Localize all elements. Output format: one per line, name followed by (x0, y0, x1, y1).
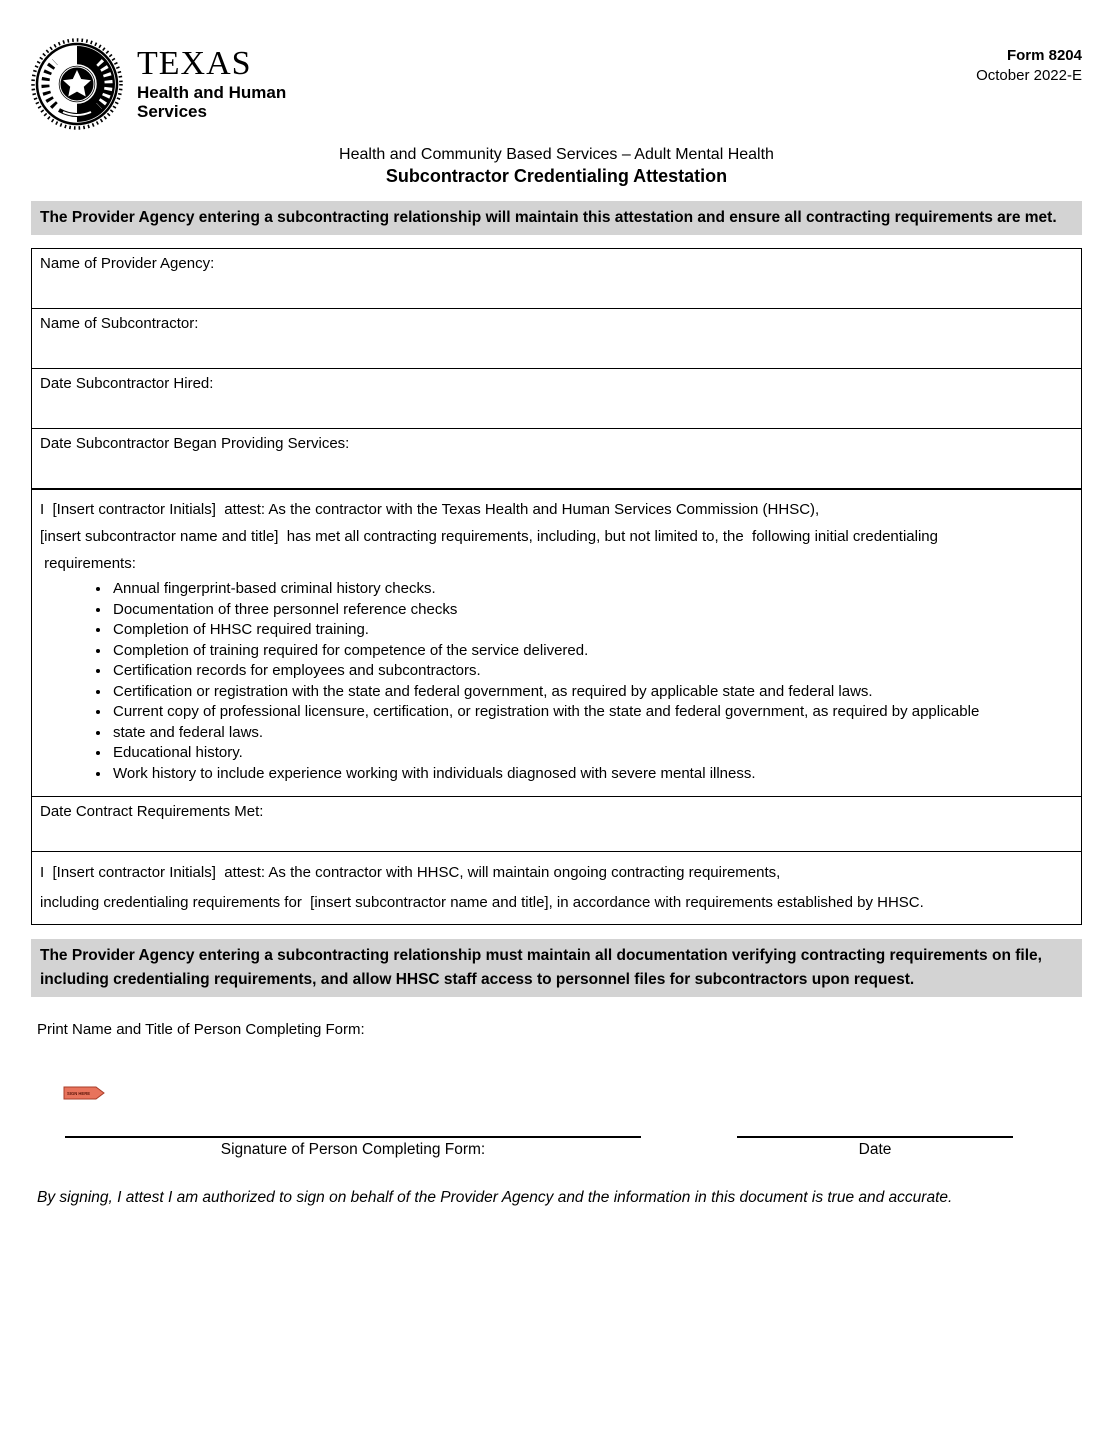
form-info (976, 38, 1082, 87)
form-title-line2: Subcontractor Credentialing Attestation (385, 166, 728, 186)
attestation-initial-cell (31, 489, 1082, 797)
attestation2-line1: I [Insert contractor Initials] attest: As the contractor with HHSC, will maintain ongoing contracting requirements, (40, 864, 781, 881)
form-number: Form 8204 (1006, 47, 1082, 64)
signature-block (65, 1124, 641, 1159)
requirement-item: • Completion of training required for competence of the service delivered. (111, 641, 1073, 662)
requirement-item: • Certification records for employees and subcontractors. (111, 661, 1073, 682)
field-label: Date Contract Requirements Met: (40, 803, 264, 820)
field-label: Date Subcontractor Began Providing Services: (40, 435, 350, 452)
sign-here-flag (63, 1086, 1082, 1100)
form-title (31, 146, 1082, 187)
field-rows (31, 248, 1082, 489)
sign-here-flag-icon (63, 1086, 105, 1100)
requirement-item: • Certification or registration with the state and federal government, as required by applicable state and federal laws. (111, 682, 1073, 703)
requirement-item: • Educational history. (111, 743, 1073, 764)
credentialing-requirements-list (40, 579, 1073, 784)
page-header (31, 38, 1082, 130)
agency-logo (31, 38, 286, 130)
form-table (31, 248, 1082, 925)
requirement-item: • Annual fingerprint-based criminal history checks. (111, 579, 1073, 600)
date-line[interactable] (737, 1124, 1013, 1138)
form-date: October 2022-E (976, 67, 1082, 85)
field-row[interactable] (31, 368, 1082, 429)
notice-bottom: The Provider Agency entering a subcontracting relationship must maintain all documentation verifying contracting requirements on file, including credentialing requirements, and allow HHSC staff access to personnel files for subcontractors upon request. (31, 939, 1082, 997)
print-name-label: Print Name and Title of Person Completing Form: (37, 1021, 365, 1038)
field-row[interactable] (31, 308, 1082, 369)
field-row[interactable] (31, 428, 1082, 489)
signature-section (65, 1124, 1080, 1159)
notice-top: The Provider Agency entering a subcontracting relationship will maintain this attestation and ensure all contracting requirements are met. (31, 201, 1082, 235)
date-label: Date (858, 1141, 892, 1158)
form-title-line1: Health and Community Based Services – Adult Mental Health (339, 146, 774, 163)
requirement-item: • state and federal laws. (111, 723, 1073, 744)
attestation-ongoing-cell (31, 851, 1082, 925)
agency-wordmark (137, 44, 287, 121)
agency-subtitle: Health and Human Services (137, 82, 287, 121)
requirement-item: • Completion of HHSC required training. (111, 620, 1073, 641)
requirement-item: • Current copy of professional licensure, certification, or registration with the state and federal government, as required by applicable (111, 702, 1073, 723)
requirement-item: • Work history to include experience working with individuals diagnosed with severe mental illness. (111, 764, 1073, 785)
field-label: Name of Subcontractor: (40, 315, 199, 332)
attestation1-line2: [insert subcontractor name and title] has met all contracting requirements, including, but not limited to, the following initial credentialing (40, 528, 938, 545)
attestation1-line1: I [Insert contractor Initials] attest: As the contractor with the Texas Health and Human Services Commission (HHSC), (40, 501, 820, 518)
field-label: Date Subcontractor Hired: (40, 375, 214, 392)
field-row-date-contract-requirements[interactable] (31, 796, 1082, 852)
closing-statement: By signing, I attest I am authorized to sign on behalf of the Provider Agency and the information in this document is true and accurate. (37, 1189, 953, 1206)
field-label: Name of Provider Agency: (40, 255, 215, 272)
field-row[interactable] (31, 248, 1082, 309)
date-block (737, 1124, 1013, 1159)
signature-label: Signature of Person Completing Form: (220, 1141, 486, 1158)
requirement-item: • Documentation of three personnel reference checks (111, 600, 1073, 621)
agency-name: TEXAS (137, 44, 252, 82)
attestation2-line2: including credentialing requirements for [insert subcontractor name and title], in accordance with requirements established by HHSC. (40, 894, 924, 911)
signature-line[interactable] (65, 1124, 641, 1138)
attestation1-line3: requirements: (40, 555, 136, 572)
sign-here-flag-text: SIGN HERE (67, 1091, 91, 1096)
texas-hhs-seal-icon (31, 38, 123, 130)
